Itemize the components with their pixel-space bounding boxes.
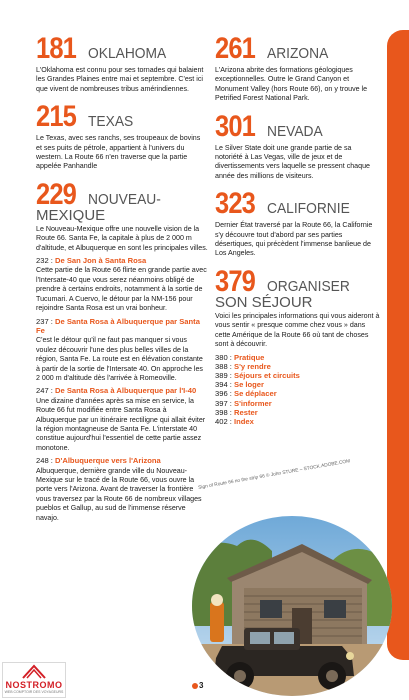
section-title: ARIZONA (266, 45, 328, 62)
right-column (215, 34, 380, 434)
section-nevada[interactable] (215, 109, 380, 182)
section-number: 323 (215, 187, 256, 221)
section-number: 261 (215, 32, 256, 65)
page-number: 3 (199, 681, 204, 690)
subsection-text: Une dizaine d'années après sa mise en service, la Route 66 fut modifiée entre Santa Rosa à Albuquerque par un itinéraire rectiligne qui allait éviter la région montagneuse de Santa Fe. L'interstate 40 constitue aujourd'hui l'essentiel de cette partie assez monotone. (36, 396, 206, 452)
nostromo-logo (2, 662, 66, 698)
subsection-title: De San Jon à Santa Rosa (55, 256, 147, 266)
toc-item[interactable]: 398 : Rester (215, 407, 258, 417)
subsection-title: De Santa Rosa à Albuquerque par l'I-40 (55, 386, 197, 396)
toc-item[interactable]: 396 : Se déplacer (215, 389, 277, 399)
section-organiser-sejour[interactable] (215, 264, 380, 426)
photo-illustration (192, 516, 392, 696)
photo-credit: Sign of Route 66 no the strip 66 © John STURE – STOCK.ADOBE.COM (198, 459, 351, 491)
subsection-title: De Santa Rosa à Albuquerque par Santa Fe (36, 316, 200, 335)
subsection-page: 232 (36, 256, 49, 266)
route66-photo (192, 516, 392, 696)
toc-item[interactable]: 380 : Pratique (215, 352, 265, 362)
section-oklahoma[interactable] (36, 34, 208, 94)
logo-mark-icon (21, 664, 47, 680)
practical-info-list (215, 353, 380, 427)
section-text: L'Oklahoma est connu pour ses tornades qui balaient les Grandes Plaines entre mai et septembre. C'est ici que vivent de nombreuses tribus amérindiennes. (36, 66, 204, 93)
logo-tagline: WEB COMPTOIR DES VOYAGEURS (4, 690, 64, 694)
page-edge-tab (387, 30, 409, 660)
section-number: 379 (215, 264, 256, 298)
section-title: ORGANISER (266, 277, 350, 295)
subsection-text: C'est le détour qu'il ne faut pas manquer si vous voulez découvrir l'une des plus belles villes de la région, Santa Fe. La route est en élévation constante à partir de la sortie de l'Intersate 40. On approche les 2 000 m d'altitude dès l'arrivée à Romeoville. (36, 336, 203, 382)
section-text: Le Texas, avec ses ranchs, ses troupeaux de bovins et ses puits de pétrole, appartient à l'univers du western. La Route 66 n'en traverse que la partie appelée Panhandle (36, 134, 201, 171)
section-title: OKLAHOMA (87, 45, 166, 62)
toc-item[interactable]: 394 : Se loger (215, 380, 264, 390)
toc-item[interactable]: 397 : S'informer (215, 398, 272, 408)
toc-item[interactable]: 389 : Séjours et circuits (215, 370, 300, 380)
page-number-dot (192, 683, 198, 689)
toc-item-label: S'informer (234, 398, 272, 408)
section-title-line2: SON SÉJOUR (215, 293, 313, 311)
subsection-page: 248 (36, 456, 49, 466)
toc-item-label: Index (234, 416, 254, 426)
section-title: NOUVEAU- (87, 190, 161, 208)
subsection-title: D'Albuquerque vers l'Arizona (55, 456, 161, 466)
section-texas[interactable] (36, 102, 208, 172)
section-text: Dernier État traversé par la Route 66, la Californie s'y découvre tout d'abord par ses parties désertiques, qui précèdent l'immense banlieue de Los Angeles. (215, 221, 373, 258)
toc-item[interactable]: 388 : S'y rendre (215, 361, 271, 371)
section-text: Voici les principales informations qui vous aideront à vous sentir « presque comme chez vous » dans cette Amérique de la Route 66 où tant de choses sont à découvrir. (215, 311, 380, 349)
toc-item-label: Se loger (234, 380, 264, 390)
section-title: NEVADA (266, 122, 323, 140)
toc-item-label: Pratique (234, 352, 265, 362)
toc-item[interactable]: 402 : Index (215, 416, 254, 426)
section-text: Le Nouveau-Mexique offre une nouvelle vision de la Route 66. Santa Fe, la capitale à plus de 2 000 m d'altitude, et Albuquerque en sont les principales villes. (36, 224, 208, 252)
section-title-line2: MEXIQUE (36, 206, 106, 224)
section-title: TEXAS (87, 113, 133, 131)
subsection-page: 247 (36, 386, 49, 396)
logo-name: NOSTROMO (5, 680, 63, 690)
subsection-link[interactable]: 247 : De Santa Rosa à Albuquerque par l'I-40 (36, 386, 197, 396)
section-text: Le Silver State doit une grande partie de sa notoriété à Las Vegas, ville de jeux et de divertissements vers laquelle se pressent chaque année des millions de visiteurs. (215, 143, 370, 180)
subsection-link[interactable]: 232 : De San Jon à Santa Rosa (36, 256, 147, 266)
section-number: 301 (215, 109, 256, 143)
section-number: 181 (36, 32, 77, 65)
section-text: L'Arizona abrite des formations géologiques exceptionnelles. Outre le Grand Canyon et Monument Valley (hors Route 66), on y trouve le Petrified Forest National Park. (215, 66, 368, 103)
toc-item-label: Rester (234, 407, 258, 417)
subsection-text: Albuquerque, dernière grande ville du Nouveau-Mexique sur le tracé de la Route 66, vous ouvre la porte vers l'Arizona. Avant de traverser la frontière vous traversez par la Route 66 de nombreux villages pueblos et Gallup, au sud de l'immense réserve navajo. (36, 466, 202, 522)
section-number: 229 (36, 177, 77, 211)
section-nouveau-mexique[interactable] (36, 177, 208, 523)
section-arizona[interactable] (215, 34, 380, 104)
toc-item-label: S'y rendre (234, 361, 271, 371)
section-californie[interactable] (215, 189, 380, 259)
left-column (36, 34, 208, 531)
subsection-text: Cette partie de la Route 66 flirte en grande partie avec l'Intersate-40 que vous serez néanmoins obligé de prendre à certains endroits, notamment à la sortie de Tucumari. A Cuervo, le détour par la NM-156 pour rejoindre Santa Rosa est un vrai bonheur. (36, 266, 207, 313)
subsection-page: 237 (36, 316, 49, 326)
subsection-link[interactable]: 248 : D'Albuquerque vers l'Arizona (36, 456, 161, 466)
toc-item-label: Se déplacer (234, 389, 277, 399)
toc-item-label: Séjours et circuits (234, 370, 300, 380)
section-title: CALIFORNIE (266, 200, 350, 218)
subsection-link[interactable]: 237 : De Santa Rosa à Albuquerque par Santa Fe (36, 316, 200, 335)
section-number: 215 (36, 100, 77, 134)
